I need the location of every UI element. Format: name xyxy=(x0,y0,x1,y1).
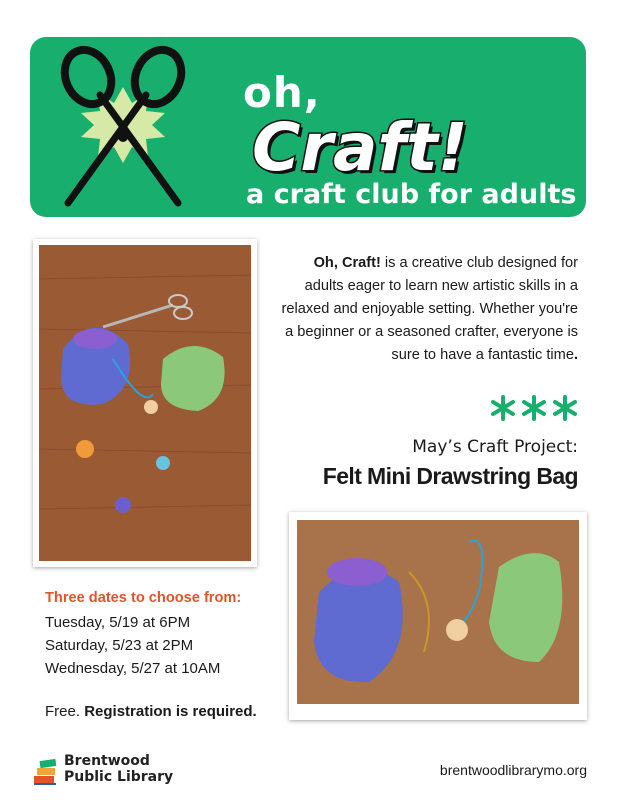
registration-note xyxy=(45,703,257,720)
registration-required-text: Registration is required. xyxy=(84,703,257,720)
asterisk-divider-icon xyxy=(488,393,580,423)
club-description xyxy=(280,252,578,367)
library-books-logo-icon xyxy=(32,754,60,786)
club-description-text: is a creative club designed for adults eager to learn new artistic skills in a relaxed and enjoyable setting. Whether you're a beginner or a seasoned crafter, everyone is sure to have a fantastic time xyxy=(281,255,578,363)
header-banner xyxy=(30,37,586,217)
photo-drawstring-bags-image xyxy=(289,512,587,720)
date-item: Tuesday, 5/19 at 6PM xyxy=(45,614,191,631)
club-name: Oh, Craft! xyxy=(313,255,381,271)
photo-drawstring-bags xyxy=(289,512,587,720)
club-description-period: . xyxy=(573,347,578,363)
library-website: brentwoodlibrarymo.org xyxy=(439,762,587,778)
library-name-line1: Brentwood xyxy=(64,753,150,769)
date-item: Wednesday, 5/27 at 10AM xyxy=(45,660,221,677)
banner-title-craft: Craft! xyxy=(252,109,468,186)
free-text: Free. xyxy=(45,703,85,720)
library-name-line2: Public Library xyxy=(64,769,174,785)
scissors-icon xyxy=(48,45,198,209)
photo-craft-supplies xyxy=(33,239,257,567)
project-label: May’s Craft Project: xyxy=(412,437,578,457)
banner-tagline: a craft club for adults xyxy=(246,179,577,210)
dates-list xyxy=(45,611,220,680)
photo-craft-supplies-image xyxy=(33,239,257,567)
date-item: Saturday, 5/23 at 2PM xyxy=(45,637,194,654)
library-name xyxy=(64,753,173,785)
project-title: Felt Mini Drawstring Bag xyxy=(322,463,578,489)
dates-heading: Three dates to choose from: xyxy=(45,590,242,606)
banner-line-oh: oh, xyxy=(243,68,321,117)
